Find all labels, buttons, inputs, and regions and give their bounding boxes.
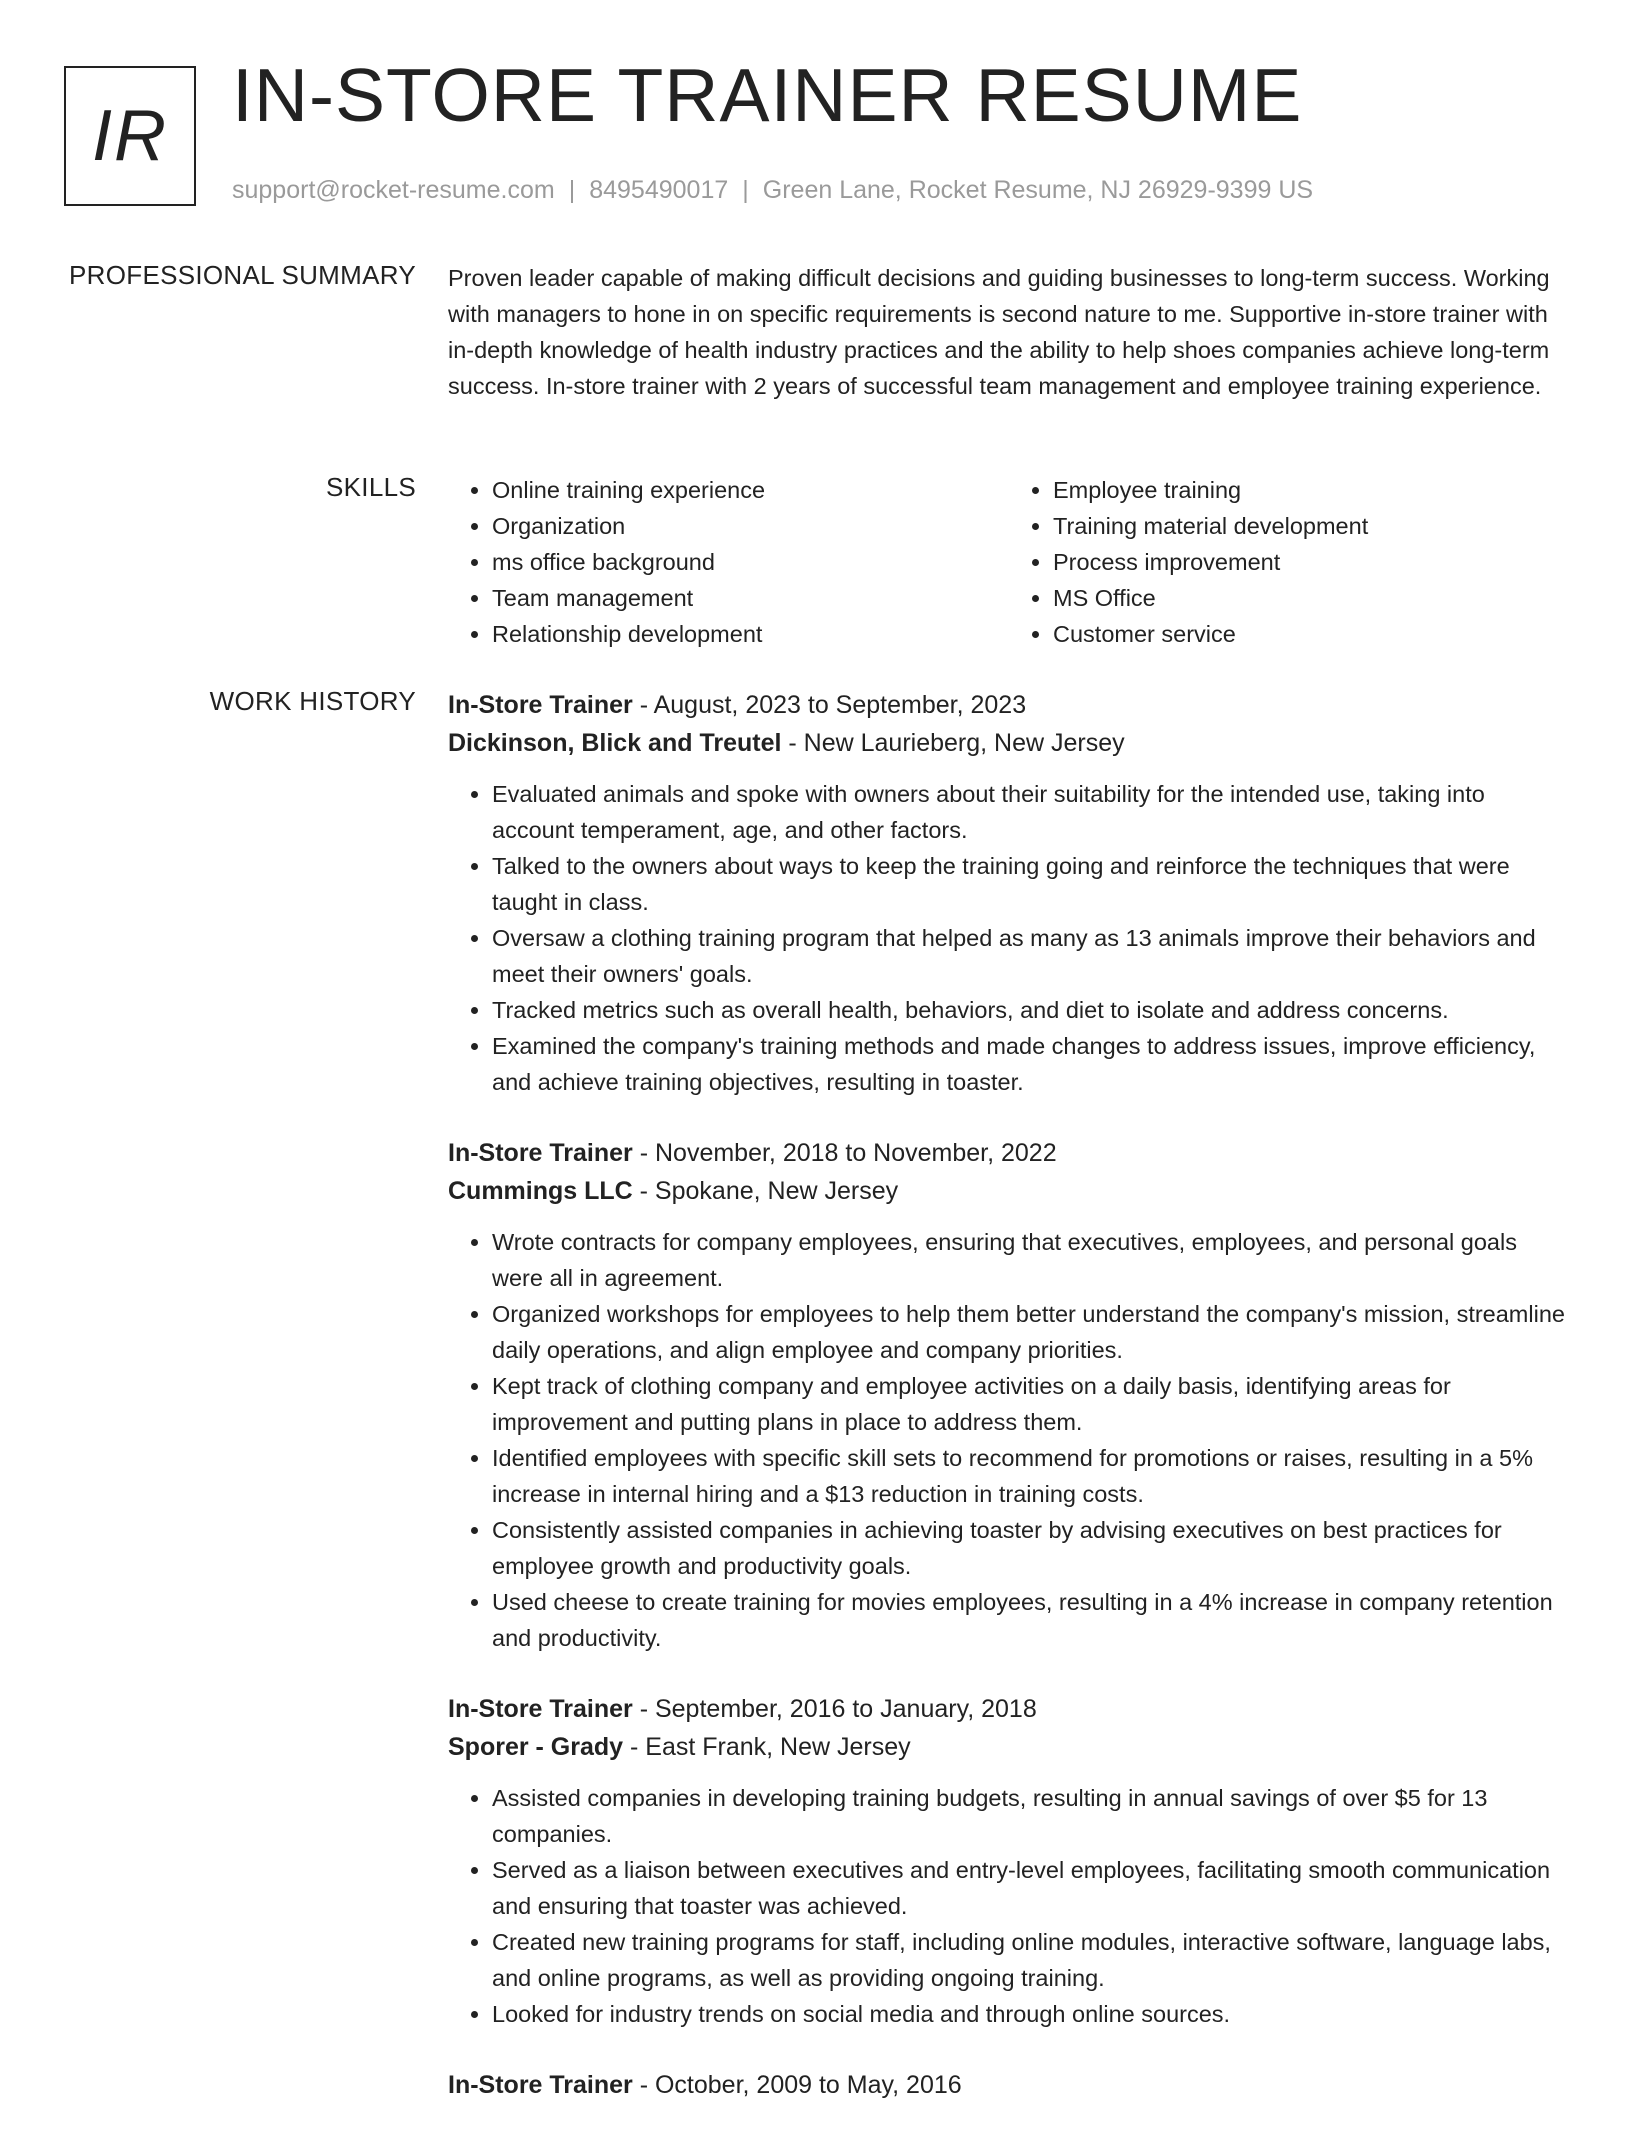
job-bullet: • Identified employees with specific skill sets to recommend for promotions or raises, resulting in a 5% increase in internal hiring and a $13 reduction in training costs. [492,1440,1570,1512]
summary-body [448,260,1570,404]
job-title-line [448,1690,1570,1728]
section-heading: WORK HISTORY [209,686,416,716]
job-location: - East Frank, New Jersey [623,1733,911,1761]
skill-item: • Employee training [1053,472,1570,508]
summary-text: Proven leader capable of making difficult decisions and guiding businesses to long-term success. Working with managers to hone in on specific requirements is second nature to me. Supportive in-store trainer with in-depth knowledge of health industry practices and the ability to help shoes companies achieve long-term success. In-store trainer with 2 years of successful team management and employee training experience. [448,265,1550,399]
contact-separator: | [568,176,576,204]
job-entry [448,1134,1570,1656]
job-bullet-list [448,1780,1570,2032]
job-entry [448,2066,1570,2104]
job-bullet: • Examined the company's training methods and made changes to address issues, improve efficiency, and achieve training objectives, resulting in toaster. [492,1028,1570,1100]
skill-item: • MS Office [1053,580,1570,616]
job-bullet: • Created new training programs for staff, including online modules, interactive software, language labs, and online programs, as well as providing ongoing training. [492,1924,1570,1996]
job-dates: - November, 2018 to November, 2022 [632,1139,1057,1167]
job-bullet: • Used cheese to create training for movies employees, resulting in a 4% increase in company retention and productivity. [492,1584,1570,1656]
job-title: In-Store Trainer [448,1139,633,1167]
job-bullet: • Kept track of clothing company and employee activities on a daily basis, identifying areas for improvement and putting plans in place to address them. [492,1368,1570,1440]
job-bullet: • Evaluated animals and spoke with owners about their suitability for the intended use, taking into account temperament, age, and other factors. [492,776,1570,848]
job-company-line [448,1172,1570,1210]
monogram-logo: IR [64,66,196,206]
skill-item: • Organization [492,508,1009,544]
job-dates: - October, 2009 to May, 2016 [632,2071,962,2099]
job-bullet: • Assisted companies in developing training budgets, resulting in annual savings of over $5 for 13 companies. [492,1780,1570,1852]
job-title-line [448,686,1570,724]
job-company: Sporer - Grady [448,1733,624,1761]
job-bullet: • Tracked metrics such as overall health, behaviors, and diet to isolate and address concerns. [492,992,1570,1028]
job-entry [448,1690,1570,2032]
skills-list-left [448,472,1009,652]
job-title-line [448,2066,1570,2104]
job-title: In-Store Trainer [448,2071,633,2099]
skill-item: • Training material development [1053,508,1570,544]
contact-email[interactable]: support@rocket-resume.com [232,176,555,204]
skill-item: • ms office background [492,544,1009,580]
job-entry [448,686,1570,1100]
job-bullet-list [448,1224,1570,1656]
page-title: IN-STORE TRAINER RESUME [232,53,1303,137]
section-heading: PROFESSIONAL SUMMARY [69,260,416,290]
job-dates: - September, 2016 to January, 2018 [632,1695,1037,1723]
job-location: - Spokane, New Jersey [632,1177,899,1205]
job-company-line [448,724,1570,762]
contact-line [232,176,1313,205]
skill-item: • Process improvement [1053,544,1570,580]
contact-address: Green Lane, Rocket Resume, NJ 26929-9399 US [762,176,1314,204]
job-title: In-Store Trainer [448,691,633,719]
job-bullet: • Served as a liaison between executives and entry-level employees, facilitating smooth communication and ensuring that toaster was achieved. [492,1852,1570,1924]
work-history-body [448,686,1570,2138]
skills-list-right [1009,472,1570,652]
contact-phone[interactable]: 8495490017 [589,176,729,204]
job-bullet: • Consistently assisted companies in achieving toaster by advising executives on best practices for employee growth and productivity goals. [492,1512,1570,1584]
job-title-line [448,1134,1570,1172]
job-company-line [448,1728,1570,1766]
job-bullet: • Wrote contracts for company employees, ensuring that executives, employees, and personal goals were all in agreement. [492,1224,1570,1296]
job-bullet: • Looked for industry trends on social media and through online sources. [492,1996,1570,2032]
section-heading: SKILLS [326,472,416,502]
job-company: Cummings LLC [448,1177,633,1205]
job-title: In-Store Trainer [448,1695,633,1723]
skills-body [448,472,1570,652]
skill-item: • Relationship development [492,616,1009,652]
job-dates: - August, 2023 to September, 2023 [632,691,1027,719]
job-bullet-list [448,776,1570,1100]
skill-item: • Customer service [1053,616,1570,652]
job-company: Dickinson, Blick and Treutel [448,729,782,757]
job-bullet: • Talked to the owners about ways to keep the training going and reinforce the techniques that were taught in class. [492,848,1570,920]
contact-separator: | [742,176,749,204]
job-location: - New Laurieberg, New Jersey [781,729,1125,757]
skill-item: • Online training experience [492,472,1009,508]
skill-item: • Team management [492,580,1009,616]
job-bullet: • Oversaw a clothing training program that helped as many as 13 animals improve their behaviors and meet their owners' goals. [492,920,1570,992]
job-bullet: • Organized workshops for employees to help them better understand the company's mission, streamline daily operations, and align employee and company priorities. [492,1296,1570,1368]
